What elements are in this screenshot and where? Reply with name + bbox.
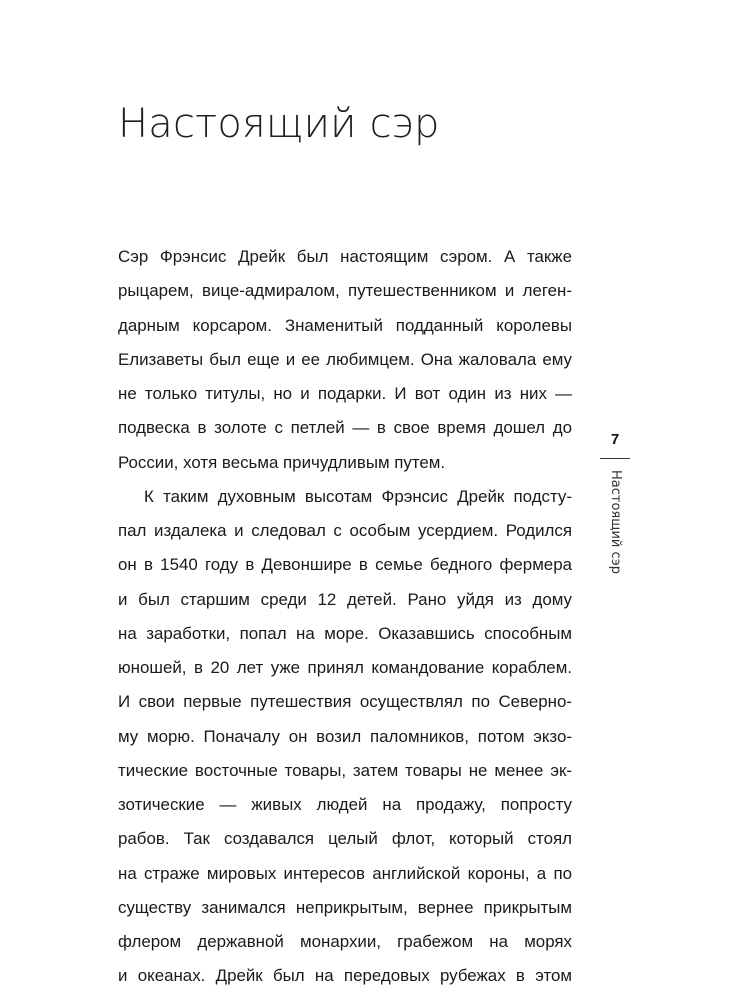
text-line: му морю. Поначалу он возил паломников, потом экзо-: [118, 726, 572, 746]
running-head-divider: [600, 458, 630, 459]
text-line: флером державной монархии, грабежом на морях: [118, 932, 572, 951]
text-line: Сэр Фрэнсис Дрейк был настоящим сэром. А также: [118, 247, 572, 266]
text-line: Елизаветы был еще и ее любимцем. Она жаловала ему: [118, 349, 572, 369]
text-line: на заработки, попал на море. Оказавшись способным: [118, 623, 572, 643]
text-line: не только титулы, но и подарки. И вот один из них —: [118, 384, 572, 403]
text-line: зотические — живых людей на продажу, попросту: [118, 795, 572, 814]
text-line: на страже мировых интересов английской короны, а по: [118, 863, 572, 883]
text-line: дарным корсаром. Знаменитый подданный королевы: [118, 315, 572, 335]
text-line: существу занимался неприкрытым, вернее прикрытым: [118, 897, 572, 917]
text-line: и был старшим среди 12 детей. Рано уйдя из дому: [118, 589, 572, 609]
text-line: тические восточные товары, затем товары не менее эк-: [118, 760, 572, 780]
text-line: К таким духовным высотам Фрэнсис Дрейк подсту-: [144, 486, 572, 506]
text-line: подвеска в золоте с петлей — в свое время дошел до: [118, 418, 572, 438]
body-text: [118, 240, 572, 994]
text-line: пал издалека и следовал с особым усердием. Родился: [118, 521, 572, 540]
text-line: И свои первые путешествия осуществлял по Северно-: [118, 692, 572, 712]
text-line: он в 1540 году в Девоншире в семье бедного фермера: [118, 555, 572, 575]
text-line: России, хотя весьма причудливым путем.: [118, 452, 446, 472]
text-line: рабов. Так создавался целый флот, который стоял: [118, 829, 572, 849]
paragraph-2: [118, 480, 572, 994]
chapter-title: Настоящий сэр: [118, 101, 440, 147]
paragraph-1: [118, 240, 572, 480]
text-line: юношей, в 20 лет уже принял командование кораблем.: [118, 658, 572, 677]
running-title: Настоящий сэр: [608, 470, 623, 575]
text-line: рыцарем, вице-адмиралом, путешественником и леген-: [118, 281, 572, 301]
page-number: 7: [610, 431, 620, 448]
text-line: и океанах. Дрейк был на передовых рубежах в этом: [118, 966, 572, 986]
